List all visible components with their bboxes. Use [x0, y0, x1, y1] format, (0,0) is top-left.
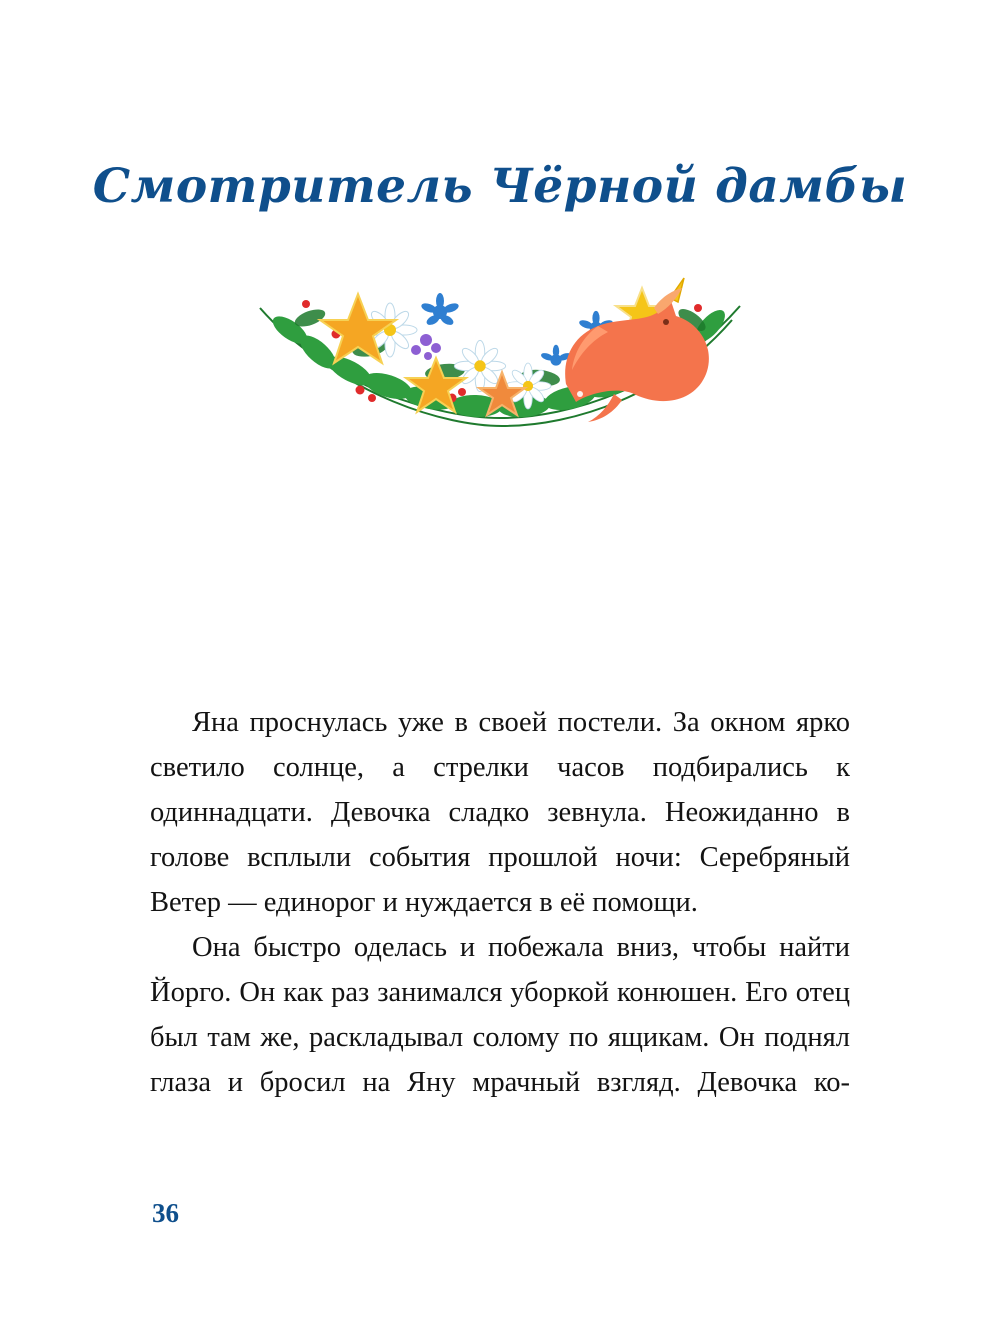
body-text — [150, 700, 850, 1150]
page-number: 36 — [152, 1198, 179, 1228]
paragraph-1: Яна проснулась уже в своей постели. За окном ярко светило солнце, а стрелки часов подбирались к одиннадцати. Девочка сладко зевнула. Неожиданно в голове всплыли события прошлой ночи: Серебряный Ветер — единорог и нуждается в её помощи. — [150, 707, 850, 918]
floral-unicorn-ornament — [240, 268, 760, 433]
page-title: Смотритель Чёрной дамбы — [92, 159, 908, 215]
paragraph-2: Она быстро оделась и побежала вниз, чтобы найти Йорго. Он как раз занимался уборкой конюшен. Его отец был там же, раскладывал солому по ящикам. Он поднял глаза и бросил на Яну мрачный взгляд. Девочка ко- — [150, 932, 850, 1098]
